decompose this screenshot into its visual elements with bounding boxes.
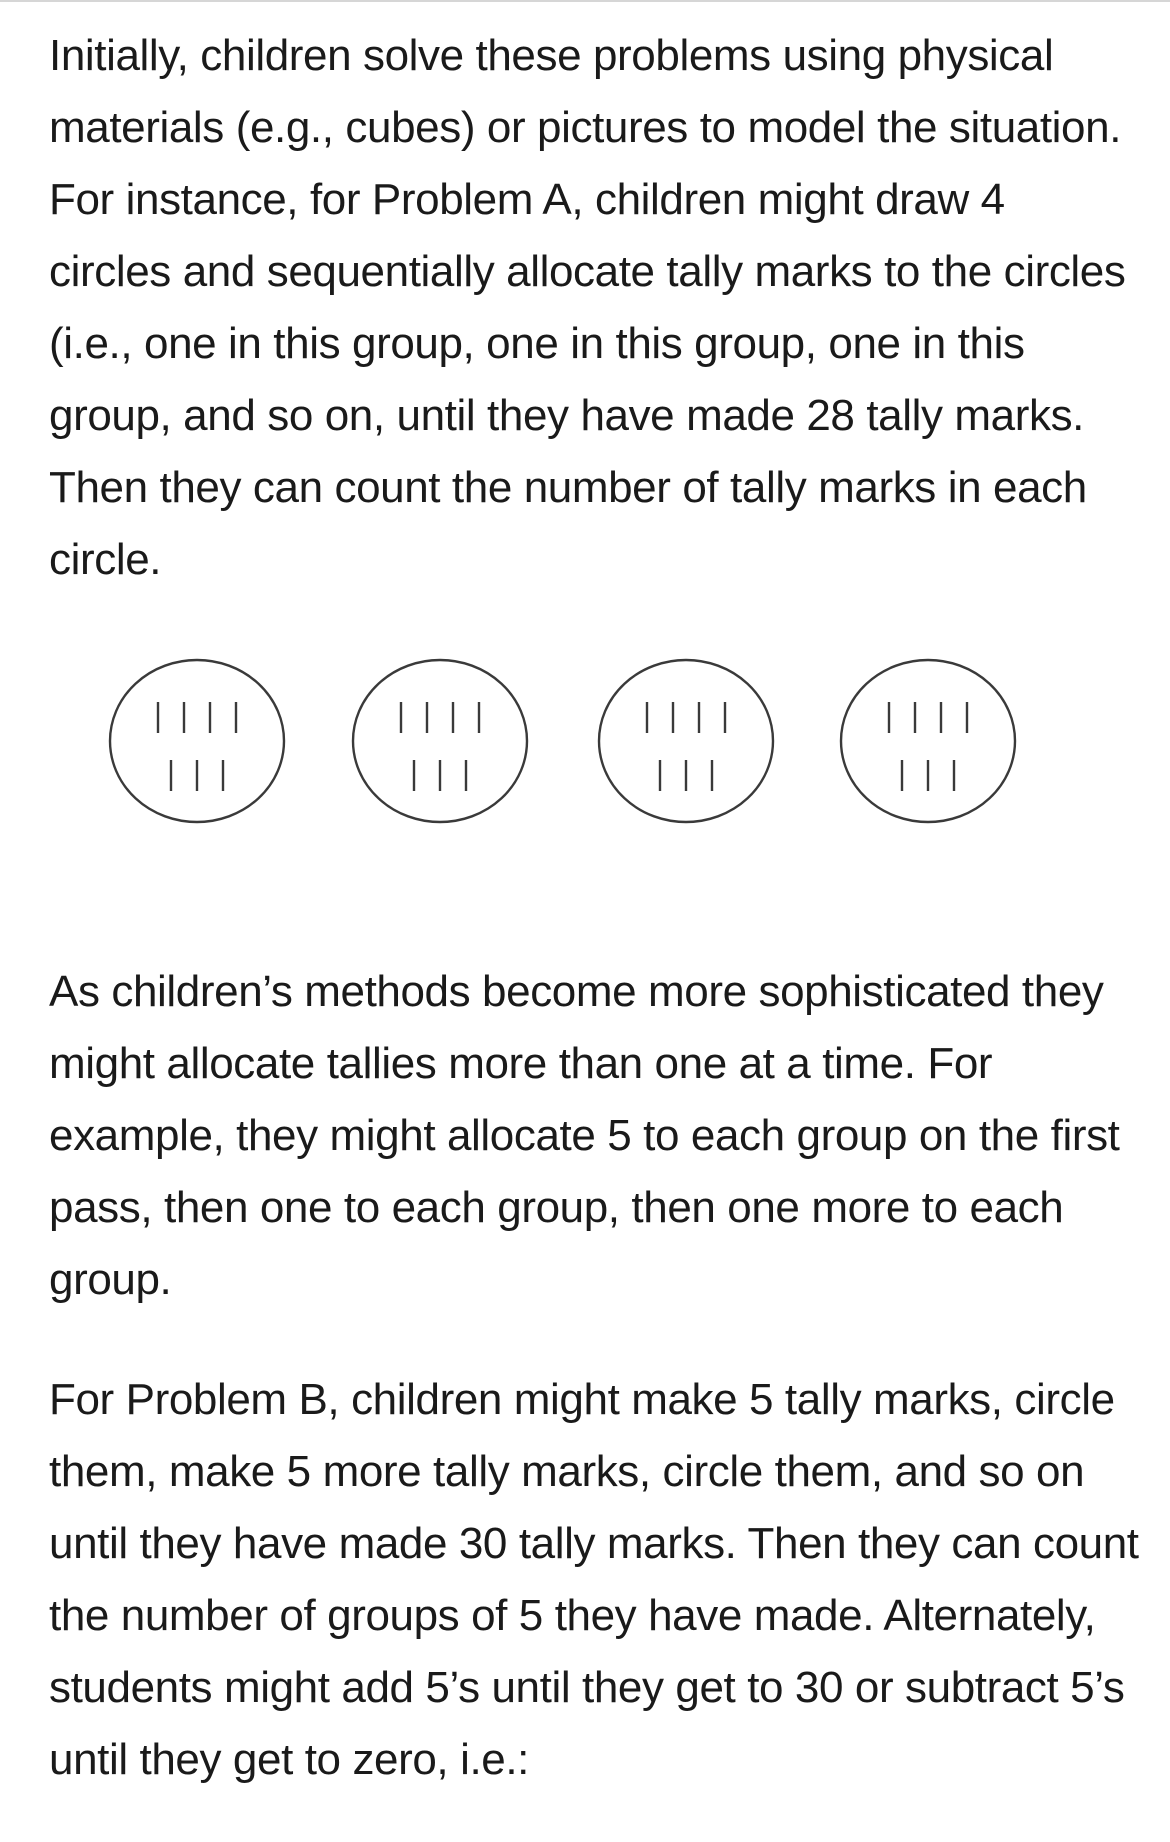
tally-group-1 bbox=[110, 660, 284, 822]
group-circle bbox=[110, 660, 284, 822]
paragraph-sophisticated-methods: As children’s methods become more sophisticated they might allocate tallies more than one at a time. For example, they might allocate 5 to each group on the first pass, then one to each group, then one more to each group. bbox=[49, 967, 1120, 1304]
paragraph-problem-b: For Problem B, children might make 5 tally marks, circle them, make 5 more tally marks, circle them, and so on until they have made 30 tally marks. Then they can count the number of groups of 5 they have made. Alternately, students might add 5’s until they get to 30 or subtract 5’s until they get to zero, i.e.: bbox=[49, 1375, 1139, 1784]
group-circle bbox=[599, 660, 773, 822]
group-circle bbox=[353, 660, 527, 822]
tally-group-2 bbox=[353, 660, 527, 822]
article-body bbox=[49, 20, 1129, 596]
tally-circles-figure bbox=[0, 640, 1170, 860]
top-divider bbox=[0, 0, 1170, 2]
paragraph-problem-a-intro: Initially, children solve these problems using physical materials (e.g., cubes) or pictures to model the situation. For instance, for Problem A, children might draw 4 circles and sequentially allocate tally marks to the circles (i.e., one in this group, one in this group, one in this group, and so on, until they have made 28 tally marks. Then they can count the number of tally marks in each circle. bbox=[49, 31, 1126, 584]
tally-circles-svg bbox=[0, 640, 1170, 860]
group-circle bbox=[841, 660, 1015, 822]
tally-group-4 bbox=[841, 660, 1015, 822]
tally-group-3 bbox=[599, 660, 773, 822]
